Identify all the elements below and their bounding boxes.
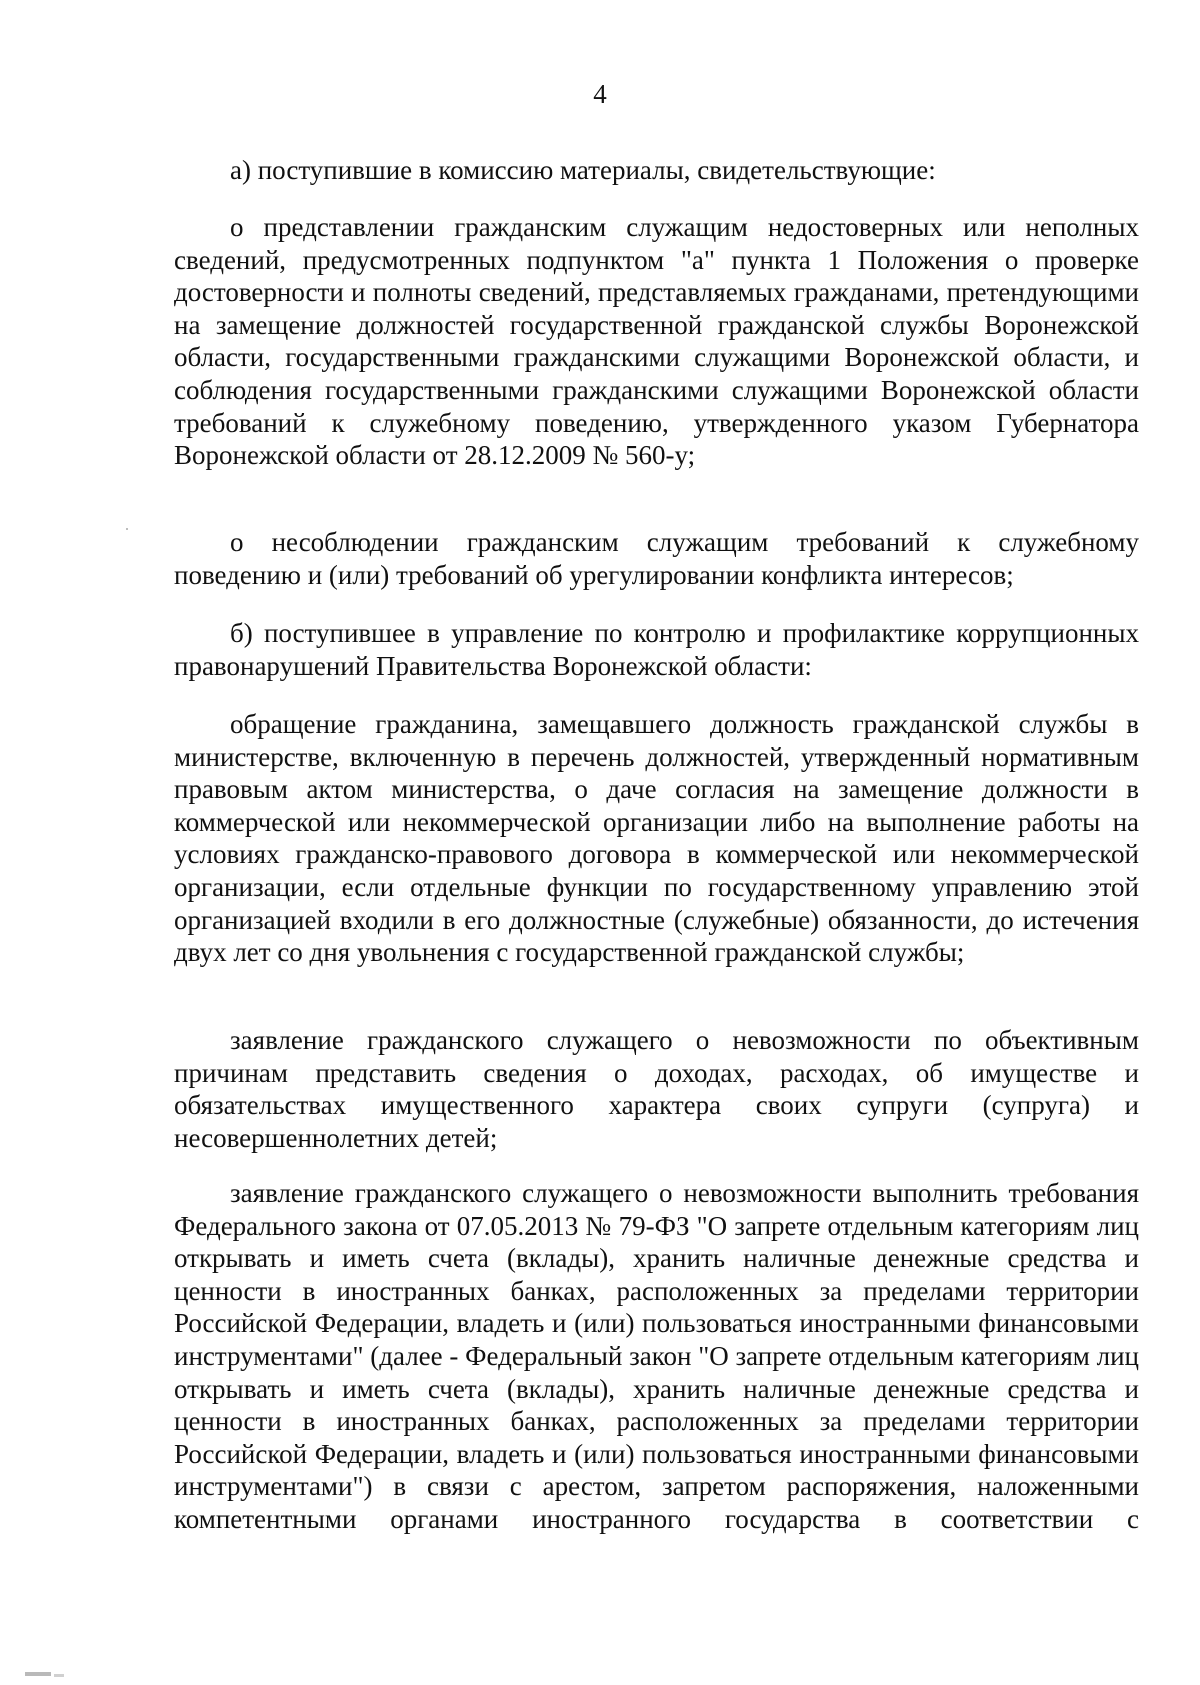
scan-artifact-mark-small [54, 1674, 64, 1677]
paragraph-conduct-requirements: о несоблюдении гражданским служащим требований к служебному поведению и (или) требований об урегулировании конфликта интересов; [174, 527, 1139, 590]
paragraph-income-statement: заявление гражданского служащего о невозможности по объективным причинам представить сведения о доходах, расходах, об имуществе и обязательствах имущественного характера своих супруги (супруга) и несовершеннолетних детей; [174, 1025, 1139, 1153]
paragraph-federal-law-statement: заявление гражданского служащего о невозможности выполнить требования Федерального закона от 07.05.2013 № 79-ФЗ "О запрете отдельным категориям лиц открывать и иметь счета (вклады), хранить наличные денежные средства и ценности в иностранных банках, расположенных за пределами территории Российской Федерации, владеть и (или) пользоваться иностранными финансовыми инструментами" (далее - Федеральный закон "О запрете отдельным категориям лиц открывать и иметь счета (вклады), хранить наличные денежные средства и ценности в иностранных банках, расположенных за пределами территории Российской Федерации, владеть и (или) пользоваться иностранными финансовыми инструментами") в связи с арестом, запретом распоряжения, наложенными компетентными органами иностранного государства в соответствии с [174, 1178, 1139, 1534]
paragraph-unreliable-information: о представлении гражданским служащим недостоверных или неполных сведений, предусмотренных подпунктом "а" пункта 1 Положения о проверке достоверности и полноты сведений, представляемых гражданами, претендующими на замещение должностей государственной гражданской службы Воронежской области, государственными гражданскими служащими Воронежской области, и соблюдения государственными гражданскими служащими Воронежской области требований к служебному поведению, утвержденного указом Губернатора Воронежской области от 28.12.2009 № 560-у; [174, 212, 1139, 471]
paragraph-citizen-appeal: обращение гражданина, замещавшего должность гражданской службы в министерстве, включенную в перечень должностей, утвержденный нормативным правовым актом министерства, о даче согласия на замещение должности в коммерческой или некоммерческой организации либо на выполнение работы на условиях гражданско-правового договора в коммерческой или некоммерческой организации, если отдельные функции по государственному управлению этой организацией входили в его должностные (служебные) обязанности, до истечения двух лет со дня увольнения с государственной гражданской службы; [174, 709, 1139, 968]
paragraph-b-received: б) поступившее в управление по контролю и профилактике коррупционных правонарушений Правительства Воронежской области: [174, 618, 1139, 681]
page-number: 4 [593, 79, 607, 109]
paragraph-a-materials: а) поступившие в комиссию материалы, свидетельствующие: [230, 155, 936, 185]
scan-artifact-mark [25, 1672, 51, 1676]
scan-artifact-dot [126, 528, 128, 530]
